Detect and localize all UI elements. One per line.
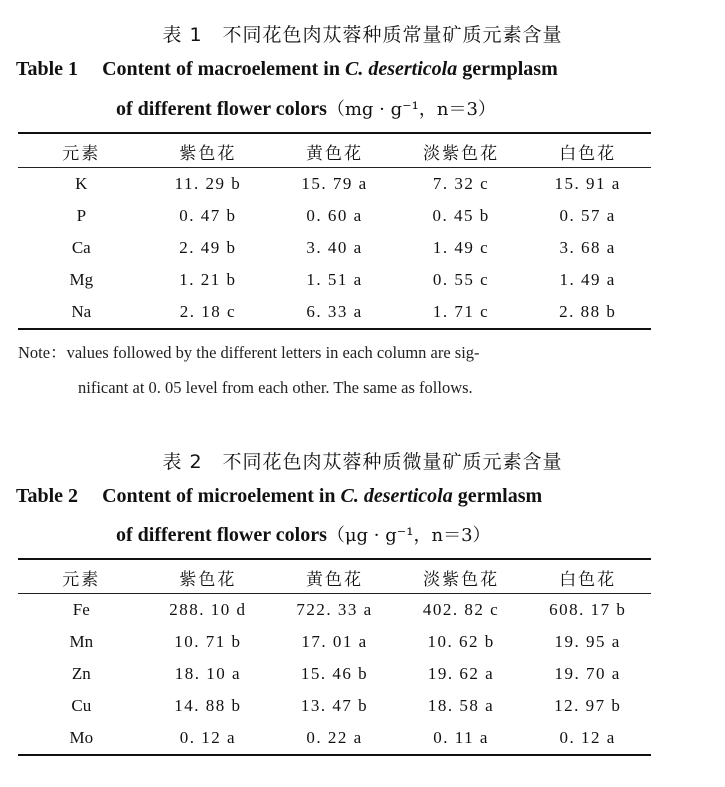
value-cell: 2. 18 c — [179, 302, 237, 321]
table2-title-line2: of different flower colors — [116, 524, 327, 546]
value-cell: 0. 60 a — [306, 206, 363, 225]
table2-species-abbr: C. — [340, 485, 359, 507]
table1-title-end: germplasm — [457, 58, 558, 80]
table1-top-rule — [18, 132, 651, 134]
value-cell: 15. 91 a — [554, 174, 621, 193]
table-row — [18, 200, 651, 232]
table2-chinese-title: 表 2 不同花色肉苁蓉种质微量矿质元素含量 — [162, 451, 563, 473]
value-cell: 18. 10 a — [174, 664, 242, 683]
header-element: 元素 — [18, 135, 145, 168]
table-row — [18, 168, 651, 201]
value-cell: 2. 88 b — [559, 302, 617, 321]
value-cell: 19. 62 a — [427, 664, 495, 683]
table2-top-rule — [18, 558, 651, 560]
table1-unit: （mg · g⁻¹，n＝3） — [326, 99, 496, 120]
value-cell: 608. 17 b — [549, 600, 627, 619]
element-cell: Mo — [69, 728, 94, 747]
element-cell: Mg — [69, 270, 94, 289]
table2-title-end: germlasm — [452, 485, 543, 507]
element-cell: Fe — [72, 600, 90, 619]
header-purple: 紫色花 — [145, 135, 272, 168]
value-cell: 15. 79 a — [301, 174, 368, 193]
value-cell: 1. 71 c — [432, 302, 490, 321]
table1-english-title-line1 — [16, 58, 558, 81]
table1-species: deserticola — [368, 58, 458, 80]
header-yellow: 黄色花 — [271, 561, 398, 594]
value-cell: 3. 40 a — [306, 238, 363, 257]
table2 — [18, 561, 651, 754]
value-cell: 2. 49 b — [179, 238, 237, 257]
value-cell: 3. 68 a — [559, 238, 616, 257]
table-row — [18, 594, 651, 627]
element-cell: Ca — [71, 238, 91, 257]
table1-body — [18, 168, 651, 329]
element-cell: K — [75, 174, 88, 193]
value-cell: 10. 71 b — [174, 632, 242, 651]
table2-english-title-line1 — [16, 485, 542, 508]
header-light-purple: 淡紫色花 — [398, 561, 525, 594]
table2-bottom-rule — [18, 754, 651, 756]
header-yellow: 黄色花 — [271, 135, 398, 168]
table1-chinese-title: 表 1 不同花色肉苁蓉种质常量矿质元素含量 — [162, 24, 563, 46]
table-row — [18, 232, 651, 264]
value-cell: 402. 82 c — [422, 600, 500, 619]
table2-english-title-line2 — [116, 521, 491, 547]
table1-english-title-line2 — [116, 95, 496, 121]
table1-bottom-rule — [18, 328, 651, 330]
value-cell: 722. 33 a — [296, 600, 373, 619]
header-light-purple: 淡紫色花 — [398, 135, 525, 168]
table2-title-text: Content of microelement in — [102, 485, 341, 507]
value-cell: 0. 22 a — [306, 728, 363, 747]
value-cell: 0. 11 a — [433, 728, 489, 747]
element-cell: Mn — [69, 632, 94, 651]
value-cell: 0. 45 b — [432, 206, 490, 225]
table-row — [18, 690, 651, 722]
value-cell: 19. 95 a — [554, 632, 621, 651]
value-cell: 12. 97 b — [554, 696, 622, 715]
value-cell: 1. 49 a — [559, 270, 616, 289]
table-row — [18, 264, 651, 296]
table-row — [18, 658, 651, 690]
table2-unit: （μg · g⁻¹，n＝3） — [326, 525, 491, 546]
header-white: 白色花 — [524, 561, 651, 594]
table2-species: deserticola — [363, 485, 453, 507]
table1-header-row — [18, 135, 651, 168]
value-cell: 0. 55 c — [432, 270, 490, 289]
value-cell: 1. 49 c — [432, 238, 490, 257]
header-purple: 紫色花 — [145, 561, 272, 594]
value-cell: 14. 88 b — [174, 696, 242, 715]
table2-body — [18, 594, 651, 755]
table-note-line1: Note：values followed by the different letters in each column are sig- — [18, 343, 480, 362]
table1-title-text: Content of macroelement in — [102, 58, 345, 80]
table2-header-row — [18, 561, 651, 594]
value-cell: 1. 21 b — [179, 270, 237, 289]
element-cell: P — [76, 206, 87, 225]
value-cell: 7. 32 c — [432, 174, 490, 193]
value-cell: 17. 01 a — [301, 632, 368, 651]
value-cell: 288. 10 d — [169, 600, 247, 619]
header-white: 白色花 — [524, 135, 651, 168]
value-cell: 0. 47 b — [179, 206, 237, 225]
table1-title-line2: of different flower colors — [116, 98, 327, 120]
value-cell: 0. 12 a — [179, 728, 237, 747]
value-cell: 15. 46 b — [300, 664, 369, 683]
value-cell: 0. 12 a — [559, 728, 616, 747]
table-row — [18, 626, 651, 658]
value-cell: 6. 33 a — [306, 302, 363, 321]
element-cell: Cu — [71, 696, 92, 715]
value-cell: 13. 47 b — [300, 696, 369, 715]
value-cell: 10. 62 b — [427, 632, 495, 651]
element-cell: Zn — [71, 664, 91, 683]
table1-label: Table 1 — [16, 58, 79, 80]
header-element: 元素 — [18, 561, 145, 594]
table1 — [18, 135, 651, 328]
value-cell: 18. 58 a — [427, 696, 495, 715]
table-row — [18, 296, 651, 328]
value-cell: 1. 51 a — [306, 270, 363, 289]
table1-species-abbr: C. — [344, 58, 364, 80]
value-cell: 0. 57 a — [559, 206, 616, 225]
element-cell: Na — [71, 302, 92, 321]
table2-label: Table 2 — [16, 485, 79, 507]
table-note-line2: nificant at 0. 05 level from each other. The same as follows. — [78, 378, 473, 397]
value-cell: 11. 29 b — [174, 174, 242, 193]
table-row — [18, 722, 651, 754]
value-cell: 19. 70 a — [554, 664, 621, 683]
